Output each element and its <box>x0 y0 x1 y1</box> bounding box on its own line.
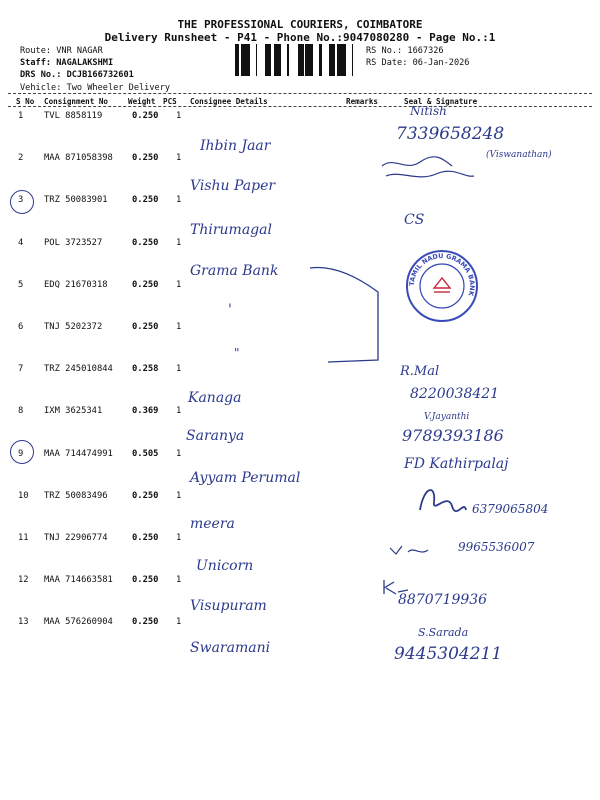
row-6-pcs: 1 <box>176 322 182 332</box>
sig-9: FD Kathirpalaj <box>404 456 509 472</box>
col-seal-signature: Seal & Signature <box>404 97 478 106</box>
col-consignee: Consignee Details <box>190 97 268 106</box>
row-4-pcs: 1 <box>176 238 182 248</box>
consignee-hand-6: ' <box>228 302 232 318</box>
row-3-sno: 3 <box>18 195 24 205</box>
consignee-hand-12: Unicorn <box>196 558 254 574</box>
circle-mark-row-3 <box>10 190 34 214</box>
row-1-sno: 1 <box>18 111 24 121</box>
consignee-hand-10: Ayyam Perumal <box>190 470 301 486</box>
consignee-hand-8: Kanaga <box>188 390 242 406</box>
row-4-consignment: POL 3723527 <box>44 238 103 248</box>
row-3-pcs: 1 <box>176 195 182 205</box>
circle-mark-row-9 <box>10 440 34 464</box>
rs-date: RS Date: 06-Jan-2026 <box>366 58 470 68</box>
row-5-sno: 5 <box>18 280 24 290</box>
consignee-hand-1: Ihbin Jaar <box>200 138 271 154</box>
row-7-weight: 0.258 <box>132 364 159 374</box>
route-label: Route: VNR NAGAR <box>20 46 103 56</box>
col-weight: Weight <box>128 97 156 106</box>
row-4-weight: 0.250 <box>132 238 159 248</box>
sig-name-8: V.Jayanthi <box>424 412 470 422</box>
col-remarks: Remarks <box>346 97 379 106</box>
sig-note-2: (Viswanathan) <box>486 150 552 160</box>
sig-phone-13: 9445304211 <box>394 644 503 664</box>
sig-name-1: Nitish <box>410 104 447 118</box>
row-12-pcs: 1 <box>176 575 182 585</box>
row-10-weight: 0.250 <box>132 491 159 501</box>
svg-text:TAMIL NADU GRAMA BANK <box>408 252 476 298</box>
sig-phone-11: 9965536007 <box>458 540 535 554</box>
vehicle-label: Vehicle: Two Wheeler Delivery <box>20 83 171 93</box>
row-11-consignment: TNJ 22906774 <box>44 533 108 543</box>
consignee-hand-7: " <box>234 346 240 360</box>
consignee-hand-9: Saranya <box>186 428 245 444</box>
row-3-consignment: TRZ 50083901 <box>44 195 108 205</box>
barcode-image <box>233 44 361 76</box>
row-13-pcs: 1 <box>176 617 182 627</box>
sig-phone-1: 7339658248 <box>396 124 505 144</box>
row-2-pcs: 1 <box>176 153 182 163</box>
row-1-pcs: 1 <box>176 111 182 121</box>
row-8-weight: 0.369 <box>132 406 159 416</box>
sig-phone-8: 9789393186 <box>402 426 504 445</box>
col-consignment: Consignment No <box>44 97 109 106</box>
sig-phone-10: 6379065804 <box>472 502 549 516</box>
row-13-consignment: MAA 576260904 <box>44 617 113 627</box>
row-3-weight: 0.250 <box>132 195 159 205</box>
row-6-consignment: TNJ 5202372 <box>44 322 103 332</box>
signature-scribble-2 <box>378 152 490 186</box>
consignee-hand-2: Vishu Paper <box>190 178 276 194</box>
header-bottom-rule <box>8 106 592 107</box>
consignee-hand-11: meera <box>190 516 235 532</box>
rs-number: RS No.: 1667326 <box>366 46 444 56</box>
row-10-consignment: TRZ 50083496 <box>44 491 108 501</box>
row-5-pcs: 1 <box>176 280 182 290</box>
row-2-weight: 0.250 <box>132 153 159 163</box>
consignee-hand-14: Swaramani <box>190 640 271 656</box>
row-2-sno: 2 <box>18 153 24 163</box>
sig-name-13: S.Sarada <box>418 626 469 639</box>
row-1-consignment: TVL 8858119 <box>44 111 103 121</box>
drs-label: DRS No.: DCJB166732601 <box>20 70 134 80</box>
row-9-weight: 0.505 <box>132 449 159 459</box>
row-9-consignment: MAA 714474991 <box>44 449 113 459</box>
row-11-weight: 0.250 <box>132 533 159 543</box>
bracket-mark <box>300 262 390 372</box>
bank-seal-stamp <box>404 248 480 324</box>
row-12-sno: 12 <box>18 575 29 585</box>
row-12-weight: 0.250 <box>132 575 159 585</box>
row-6-sno: 6 <box>18 322 24 332</box>
row-7-consignment: TRZ 245010844 <box>44 364 113 374</box>
row-9-pcs: 1 <box>176 449 182 459</box>
sig-name-7: R.Mal <box>400 364 440 379</box>
row-4-sno: 4 <box>18 238 24 248</box>
row-11-pcs: 1 <box>176 533 182 543</box>
row-9-sno: 9 <box>18 449 24 459</box>
row-8-pcs: 1 <box>176 406 182 416</box>
consignee-hand-4: Grama Bank <box>190 263 279 279</box>
consignee-hand-13: Visupuram <box>190 598 267 614</box>
runsheet-subtitle: Delivery Runsheet - P41 - Phone No.:9047080280 - Page No.:1 <box>104 31 496 44</box>
col-pcs: PCS <box>163 97 177 106</box>
row-10-pcs: 1 <box>176 491 182 501</box>
sig-phone-12: 8870719936 <box>398 592 488 608</box>
row-7-sno: 7 <box>18 364 24 374</box>
col-sno: S No <box>16 97 35 106</box>
row-1-weight: 0.250 <box>132 111 159 121</box>
signature-scribble-10 <box>414 480 470 520</box>
row-5-consignment: EDQ 21670318 <box>44 280 108 290</box>
row-8-consignment: IXM 3625341 <box>44 406 103 416</box>
signature-scribble-11 <box>388 542 438 558</box>
row-7-pcs: 1 <box>176 364 182 374</box>
company-title: THE PROFESSIONAL COURIERS, COIMBATORE <box>177 18 423 31</box>
consignee-hand-3: Thirumagal <box>190 222 272 238</box>
row-2-consignment: MAA 871058398 <box>44 153 113 163</box>
staff-label: Staff: NAGALAKSHMI <box>20 58 114 68</box>
row-6-weight: 0.250 <box>132 322 159 332</box>
row-11-sno: 11 <box>18 533 29 543</box>
sig-3: CS <box>404 212 425 228</box>
row-13-weight: 0.250 <box>132 617 159 627</box>
row-13-sno: 13 <box>18 617 29 627</box>
sig-phone-7: 8220038421 <box>410 386 500 402</box>
header-top-rule <box>8 93 592 94</box>
row-10-sno: 10 <box>18 491 29 501</box>
row-12-consignment: MAA 714663581 <box>44 575 113 585</box>
row-5-weight: 0.250 <box>132 280 159 290</box>
stamp-text: TAMIL NADU GRAMA BANK <box>407 251 477 297</box>
row-8-sno: 8 <box>18 406 24 416</box>
